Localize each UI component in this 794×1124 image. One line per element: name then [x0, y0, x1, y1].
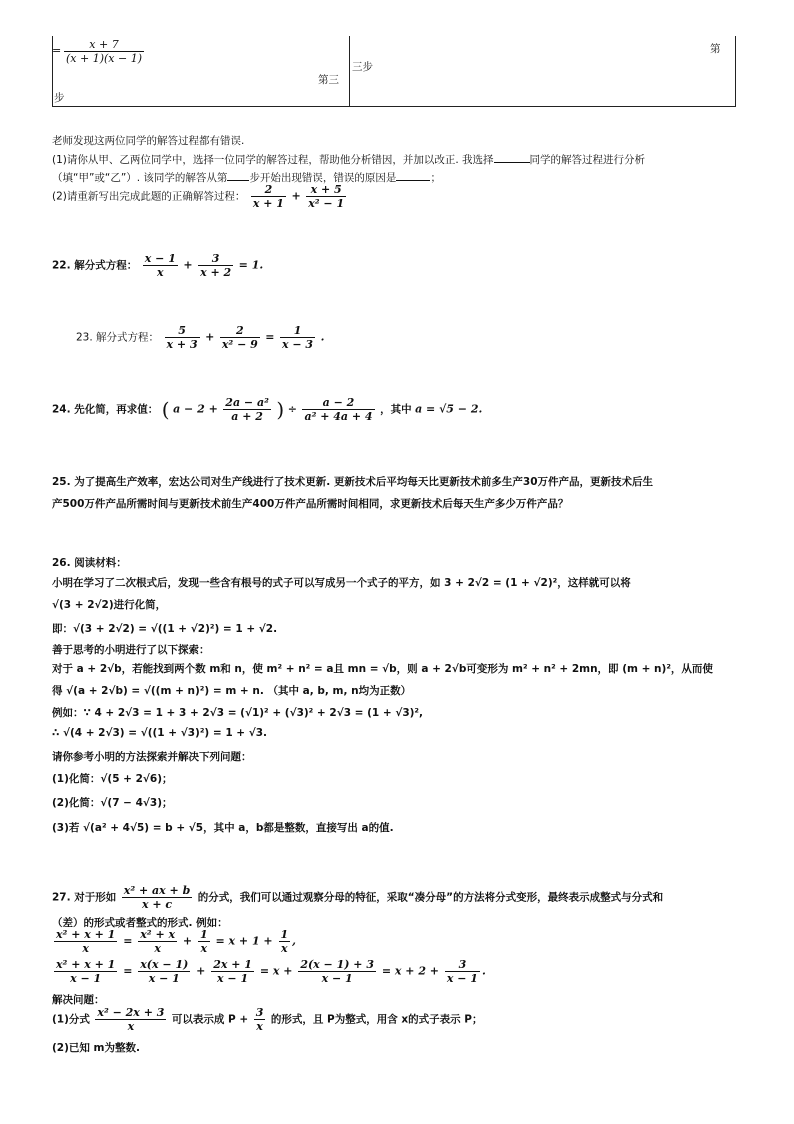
q26-line3: 即：√(3 + 2√2) = √((1 + √2)²) = 1 + √2.	[52, 623, 278, 635]
q27-line2: （差）的形式或者整式的形式. 例如：	[52, 917, 228, 929]
q21-part1-line2: （填“甲”或“乙”）. 该同学的解答从第 步开始出现错误，错误的原因是 ；	[52, 172, 441, 184]
q23: 23. 解分式方程： $\frac{5}{x + 3}$ + $\frac{2}{\text{x² − 9}}$ = $\frac{1}{x - 3}$ .	[76, 324, 325, 351]
q21-part2: (2)请重新写出完成此题的正确解答过程： $\frac{2}{x + 1}$ + $\frac{x + 5}{\text{x² − 1}}$	[52, 183, 345, 210]
q27-solve: 解决问题：	[52, 994, 105, 1006]
table-right-step-a: 第	[710, 43, 721, 55]
q26-line5: 对于 a + 2√b，若能找到两个数 m和 n，使 m² + n² = a且 mn = √b，则 a + 2√b可变形为 m² + n² + 2mn，即 (m + n)²，从而使	[52, 663, 713, 675]
table-left-step-a: 第三	[318, 74, 339, 86]
q27-part1: (1)分式 $\frac{\text{x² − 2x + 3}}{x}$ 可以表示成 P + $\frac{3}{x}$ 的形式，且 P为整式，用含 x的式子表示 P；	[52, 1006, 483, 1033]
table-eq: =	[52, 44, 62, 57]
q26-line6: 得 √(a + 2√b) = √((m + n)²) = m + n. （其中 a, b, m, n均为正数）	[52, 685, 412, 697]
q26-line9: 请你参考小明的方法探索并解决下列问题：	[52, 751, 252, 763]
q27-example1: $\frac{\text{x² + x + 1}}{x}$ = $\frac{\text{x² + x}}{x}$ + $\frac{1}{x}$ = x + 1 + $\frac{1}{x}$ ,	[56, 928, 296, 955]
table-left-step-b: 步	[54, 92, 65, 104]
q24: 24. 先化简，再求值： ( a − 2 + $\frac{\text{2a − a²}}{a + 2}$ ) ÷ $\frac{a - 2}{\text{a² + 4a + 4}}$ ，其中 a = √5 − 2.	[52, 396, 483, 423]
q26-line1: 小明在学习了二次根式后，发现一些含有根号的式子可以写成另一个式子的平方，如 3 + 2√2 = (1 + √2)²，这样就可以将	[52, 577, 631, 589]
solution-table	[52, 36, 736, 107]
q26-line11: (2)化简：√(7 − 4√3)；	[52, 797, 173, 809]
q27-example2: $\frac{\text{x² + x + 1}}{x - 1}$ = $\frac{x(x - 1)}{x - 1}$ + $\frac{2x + 1}{x - 1}$ = x + $\frac{2(x - 1) + 3}{x - 1}$ = x + 2 + $\frac{3}{x - 1}$ .	[56, 958, 486, 985]
q26-line8: ∴ √(4 + 2√3) = √((1 + √3)²) = 1 + √3.	[52, 727, 268, 739]
q27-part2: (2)已知 m为整数.	[52, 1042, 140, 1054]
q27-line1: 27. 对于形如 $\frac{\text{x² + ax + b}}{x + c}$ 的分式，我们可以通过观察分母的特征，采取“凑分母”的方法将分式变形，最终表示成整式与分式和	[52, 884, 664, 911]
table-right-step-b: 三步	[352, 61, 373, 73]
table-divider	[349, 36, 350, 106]
q26-title: 26. 阅读材料：	[52, 557, 127, 569]
q21-intro: 老师发现这两位同学的解答过程都有错误.	[52, 135, 245, 147]
q26-line2: √(3 + 2√2)进行化简，	[52, 599, 167, 611]
q25-line1: 25. 为了提高生产效率，宏达公司对生产线进行了技术更新. 更新技术后平均每天比更新技术前多生产30万件产品，更新技术后生	[52, 476, 654, 488]
table-fraction: $\frac{x + 7}{(x + 1)(x - 1)}$	[66, 38, 142, 65]
q26-line12: (3)若 √(a² + 4√5) = b + √5，其中 a，b都是整数，直接写出 a的值.	[52, 822, 394, 834]
q21-blank-step[interactable]	[227, 170, 249, 181]
q21-blank-reason[interactable]	[396, 170, 430, 181]
q21-part1-line1: (1)请你从甲、乙两位同学中，选择一位同学的解答过程，帮助他分析错因，并加以改正. 我选择 同学的解答过程进行分析	[52, 154, 646, 166]
q26-line4: 善于思考的小明进行了以下探索：	[52, 644, 210, 656]
q25-line2: 产500万件产品所需时间与更新技术前生产400万件产品所需时间相同，求更新技术后每天生产多少万件产品？	[52, 498, 569, 510]
q26-line10: (1)化简：√(5 + 2√6)；	[52, 773, 173, 785]
q22: 22. 解分式方程： $\frac{x - 1}{x}$ + $\frac{3}{x + 2}$ = 1.	[52, 252, 264, 279]
q26-line7: 例如：∵ 4 + 2√3 = 1 + 3 + 2√3 = (√1)² + (√3)² + 2√3 = (1 + √3)²,	[52, 707, 424, 719]
q21-blank-choice[interactable]	[494, 152, 530, 163]
